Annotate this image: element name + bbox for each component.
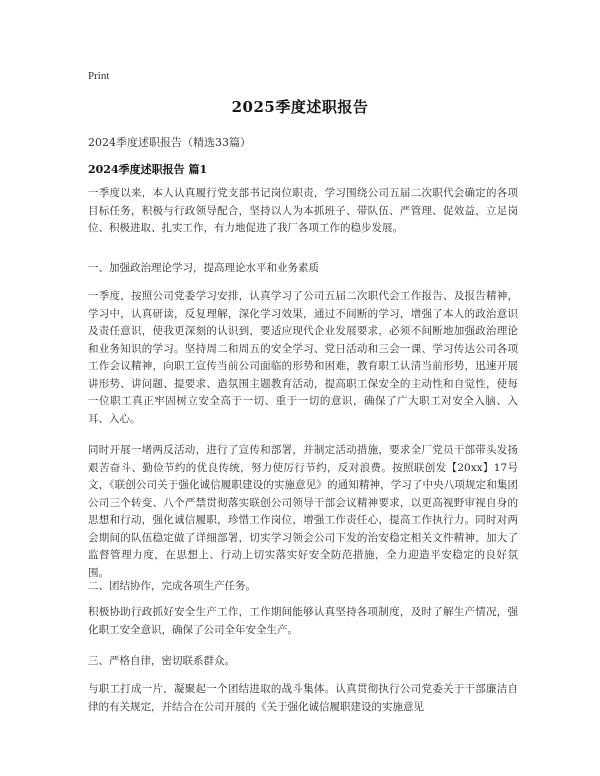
paragraph-meeting: 同时开展一堵两反活动，进行了宣传和部署，并制定活动措施，要求全厂党员干部带头发扬艰苦奋斗、勤俭节约的优良传统，努力使厉行节约，反对浪费。按照联创发【20xx】17号文，《联创公司关于强化诚信履职建设的实施意见》的通知精神，学习了中央八项规定和集团公司三个转变、八个严禁贯彻落实联创公司领导干部会议精神要求，以更高视野审视自身的思想和行动，强化诚信履职，珍惜工作岗位，增强工作责任心，提高工作执行力。同时对两会期间的队伍稳定做了详细部署，切实学习领会公司下发的治安稳定相关文件精神，加大了监督管理力度，在思想上、行动上切实落实好安全防范措施，全力迎造平安稳定的良好氛围。 (88, 444, 518, 579)
subtitle: 2024季度述职报告（精选33篇） (88, 136, 251, 149)
paragraph-study: 一季度，按照公司党委学习安排，认真学习了公司五届二次职代会工作报告、及报告精神，学习中，认真研读，反复理解，深化学习效果，通过不间断的学习，增强了本人的政治意识及责任意识，使我更深刻的认识到，要适应现代企业发展要求，必须不间断地加强政治理论和业务知识的学习。坚持周二和周五的安全学习、党日活动和三会一课、学习传达公司各项工作会议精神，向职工宣传当前公司面临的形势和困难，教育职工认清当前形势，迅速开展讲形势、讲问题、提要求、造氛围主题教育活动，提高职工保安全的主动性和自觉性，使每一位职工真正牢固树立安全高于一切、重于一切的意识，确保了广大职工对安全入脑、入耳、入心。 (88, 290, 518, 425)
paragraph-cooperation: 积极协助行政抓好安全生产工作，工作期间能够认真坚持各项制度，及时了解生产情况，强化职工安全意识，确保了公司全年安全生产。 (88, 606, 518, 636)
page-title: 2025季度述职报告 (231, 98, 369, 116)
section-heading: 2024季度述职报告 篇1 (88, 163, 208, 176)
heading-political-study: 一、加强政治理论学习，提高理论水平和业务素质 (88, 262, 319, 274)
print-link[interactable]: Print (88, 70, 110, 82)
paragraph-discipline: 与职工打成一片，凝聚起一个团结进取的战斗集体。认真贯彻执行公司党委关于干部廉洁自律的有关规定，并结合在公司开展的《关于强化诚信履职建设的实施意见 (88, 683, 518, 713)
heading-discipline: 三、严格自律，密切联系群众。 (88, 655, 235, 667)
heading-cooperation: 二、团结协作，完成各项生产任务。 (88, 580, 256, 592)
paragraph-intro: 一季度以来，本人认真履行党支部书记岗位职责，学习围绕公司五届二次职代会确定的各项目标任务，积极与行政领导配合，坚持以人为本抓班子、带队伍、严管理、促效益，立足岗位、积极进取、扎实工作，有力地促进了我厂各项工作的稳步发展。 (88, 187, 518, 234)
